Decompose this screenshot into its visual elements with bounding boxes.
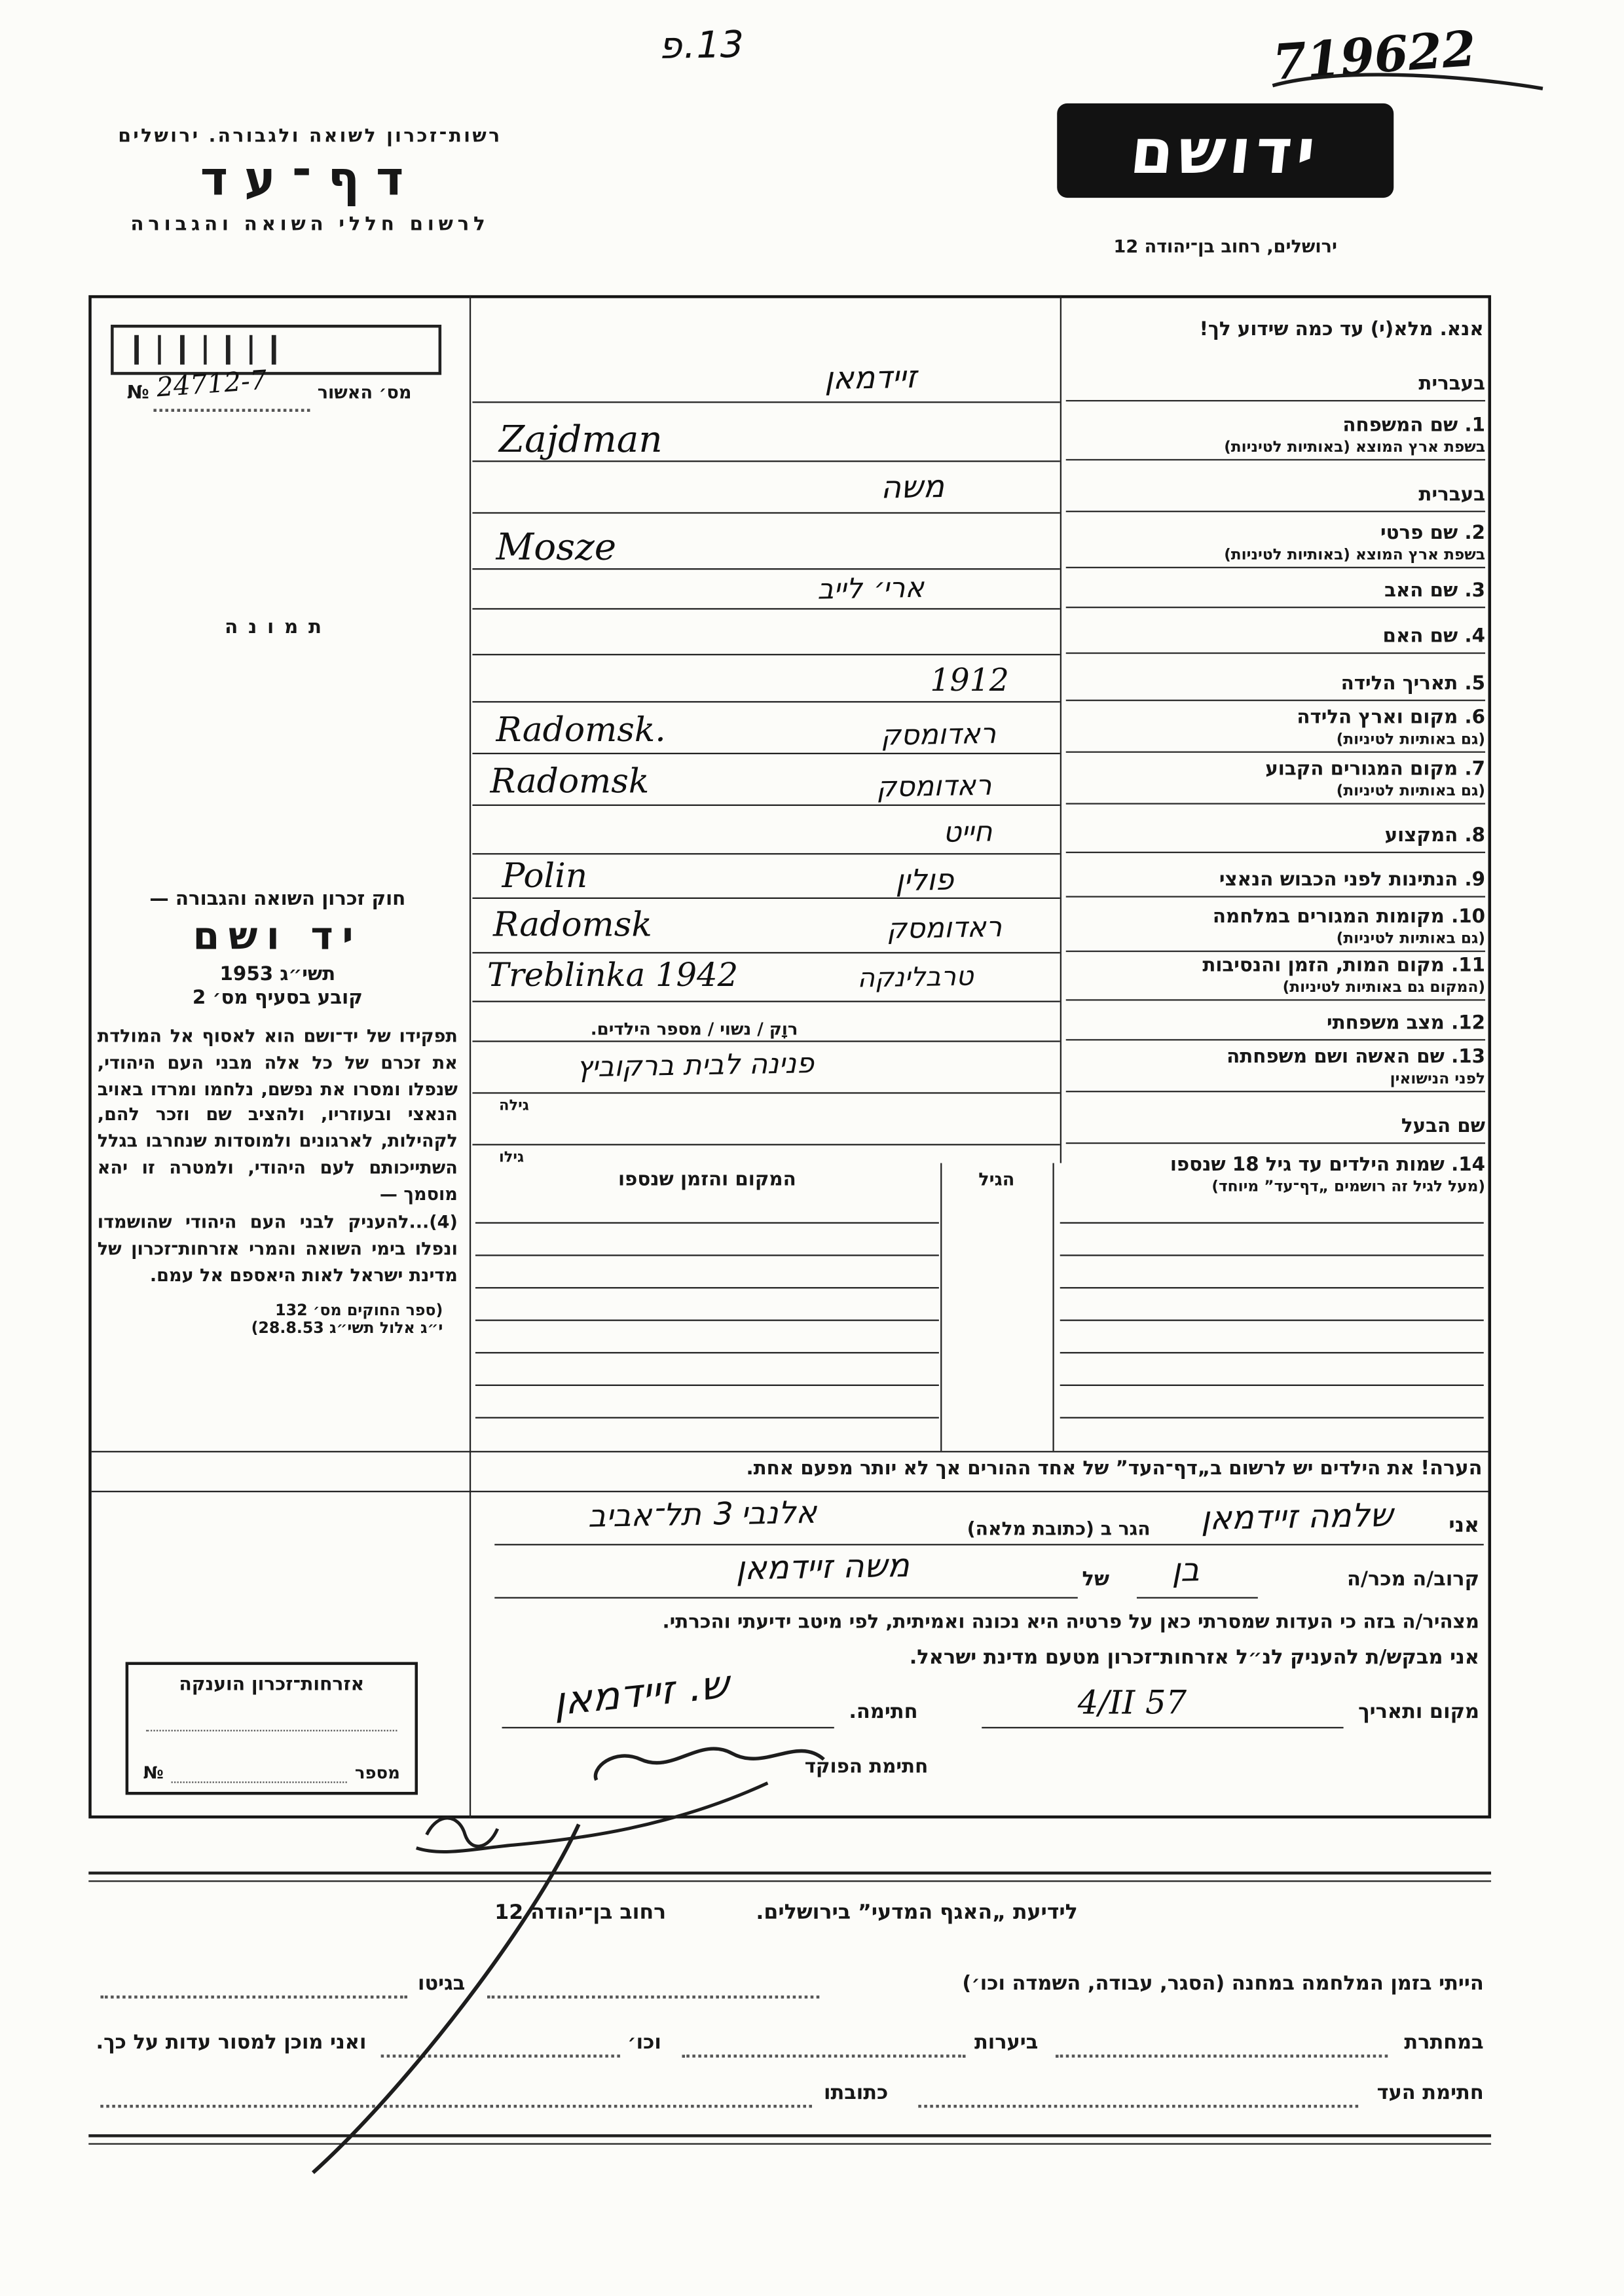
handwriting-birth-date: 1912 [930,663,1009,699]
tally-mark [249,335,253,365]
law-clause: קובע בסעיף מס׳ 2 [192,987,363,1010]
ruled-line [472,853,1060,854]
ruled-line [494,1544,1484,1545]
field-label-wife-name: 13. שם האשה ושם משפחתה לפני הנישואין [1066,1044,1485,1092]
tally-box [111,325,441,375]
children-age-column-header: הגיל [978,1169,1015,1190]
grant-no-symbol: № [143,1762,164,1783]
handwriting-wartime-residence-latin: Radomsk [493,906,652,945]
tally-mark [134,335,138,365]
ruled-line [472,512,1060,513]
ruled-line [1056,2054,1388,2058]
ruled-line [472,898,1060,899]
ruled-line [1060,1417,1484,1418]
ruled-line [1060,1320,1484,1321]
yad-vashem-logo [1057,103,1393,198]
address-label: הגר ב (כתובת מלאה) [967,1517,1151,1540]
footer-ghetto-label: בגיטו [418,1972,466,1996]
law-yad-vashem: יד ושם [193,915,363,960]
handwriting-family-name-latin: Zajdman [499,418,663,461]
fill-in-instruction: אנא. מלא(י) עד כמה שידוע לך! [1199,318,1484,341]
relation-label: קרוב/ה מכר/ה [1347,1567,1480,1592]
handwriting-witness-address: אלנבי 3 תל־אביב [586,1495,822,1535]
ruled-line [472,1001,1060,1002]
ruled-line [88,1872,1491,1875]
ruled-line [475,1385,939,1386]
footer-witness-signature-label: חתימת העד [1376,2081,1484,2105]
tally-mark [180,335,184,365]
sidebar-divider [470,295,471,1819]
children-section-label: 14. שמות הילדים עד גיל 18 שנספו (מעל לגיל זה רושמים „דף־עד” מיוחד) [1170,1154,1486,1195]
ruled-line [475,1254,939,1256]
header-block [94,124,525,236]
field-label-husband-name: שם הבעל [1066,1095,1485,1144]
header-address: ירושלים, רחוב בן־יהודה 12 [1113,236,1337,257]
handwriting-birth-place-hebrew: ראדומסק [879,718,1001,753]
ruled-line [88,1880,1491,1882]
footer-camp-label: הייתי בזמן המלחמה במחנה (הסגר, עבודה, השמדה וכו׳) [962,1972,1484,1996]
handwriting-family-name-hebrew: זיידמאן [822,359,923,397]
ruled-line [472,654,1060,655]
ruled-line [472,701,1060,702]
field-label-marital-status: 12. מצב משפחתי [1066,1004,1485,1040]
note-emphasis: הערה! [1420,1457,1483,1481]
tally-mark [203,335,207,365]
ruled-line [100,2105,812,2108]
logo-text: ידושם [1127,114,1323,187]
handwriting-date: 4/II 57 [1077,1685,1187,1723]
ruled-line [153,409,310,412]
ruled-line [475,1417,939,1418]
handwriting-approval-number: 24712-7 [155,365,268,404]
ruled-line [472,608,1060,610]
law-excerpt-block [98,888,458,1336]
field-label-father-name: 3. שם האב [1066,571,1485,608]
children-note: הערה! את הילדים יש לרשום ב„דף־העד” של אחד ההורים אך לא יותר מפעם אחת. [746,1457,1483,1481]
ruled-line [88,2143,1491,2145]
ruled-line [918,2105,1358,2108]
ruled-line [472,1040,1060,1042]
field-label-mother-name: 4. שם האם [1066,611,1485,653]
signature-label: חתימה. [849,1700,918,1724]
children-place-column-header: המקום והזמן שנספו [618,1169,796,1192]
ruled-line [682,2054,966,2058]
ruled-line [472,1092,1060,1093]
field-label-wartime-residence: 10. מקומות המגורים במלחמה (גם באותיות לטיניות) [1066,900,1485,952]
handwriting-witness-name: שלמה זיידמאן [1199,1498,1399,1539]
law-reference-1: (ספר החוקים מס׳ 132 [275,1301,443,1319]
handwriting-death-place-hebrew: טרבלינקה [856,961,978,994]
handwriting-nationality-hebrew: פולין [894,861,959,898]
handwriting-birth-place-latin: Radomsk. [496,711,666,750]
law-reference-2: י״ג אלול תשי״ג 28.8.53) [251,1319,443,1337]
handwriting-father-name: ארי׳ לייב [816,572,929,606]
ruled-line [1060,1385,1484,1386]
ruled-line [1060,1222,1484,1224]
ruled-line [472,952,1060,953]
wife-age-label: גילה [499,1098,529,1115]
footer-underground-label: במחתרת [1404,2031,1484,2055]
ruled-line [475,1222,939,1224]
footer-etc-label: וכו׳ [627,2031,661,2055]
place-date-label: מקום ותאריך [1358,1700,1480,1724]
field-label-residence: 7. מקום המגורים הקבוע (גם באותיות לטיניות) [1066,756,1485,804]
ruled-line [1060,1254,1484,1256]
children-table-divider [940,1163,942,1451]
handwriting-residence-latin: Radomsk [490,763,650,802]
handwriting-wife-name: פנינה לבית ברקוביץ [575,1047,819,1084]
ruled-line [502,1727,834,1728]
ruled-line [487,1995,819,1999]
field-label-hebrew-2: בעברית [1066,472,1485,512]
husband-age-label: גילו [499,1150,525,1167]
grant-box-title: אזרחות־זכרון הוענקה [179,1672,365,1695]
ruled-line [494,1597,1078,1598]
handwriting-residence-hebrew: ראדומסק [875,769,997,804]
ruled-line [475,1287,939,1288]
handwriting-victim-name: משה זיידמאן [734,1548,915,1588]
handwriting-witness-signature: ש. זיידמאן [553,1662,735,1726]
marital-status-options: רוָק / נשוי / מספר הילדים. [590,1018,798,1040]
children-table-divider [1052,1163,1054,1451]
field-label-place-of-death: 11. מקום המות, הזמן והנסיבות (המקום גם באותיות לטיניות) [1066,955,1485,1001]
ruled-line [92,1451,1488,1452]
footer-title-address: רחוב בן־יהודה 12 [494,1901,667,1925]
form-subtitle: לרשום חללי השואה והגבורה [130,213,490,236]
ruled-line [1137,1597,1258,1598]
declaration-i-label: אני [1449,1514,1480,1539]
ruled-line [146,1730,397,1731]
photo-placeholder-label: תמונה [225,617,332,640]
declaration-statement: מצהיר/ה בזה כי העדות שמסרתי כאן על פרטיה היא נכונה ואמיתית, לפי מיטב ידיעתי והכרתי. [662,1611,1480,1634]
ruled-line [1060,1352,1484,1353]
of-label: של [1082,1567,1110,1592]
field-label-profession: 8. המקצוע [1066,807,1485,853]
handwriting-relation: בן [1170,1552,1206,1590]
field-label-first-name: 2. שם פרטי בשפת ארץ המוצא (באותיות לטיניות) [1066,515,1485,568]
handwriting-profession: חייט [941,816,997,849]
ruled-line [92,1491,1488,1492]
footer-title: לידיעת „האגף המדעי” בירושלים. [756,1901,1078,1925]
tally-mark [226,335,230,365]
ruled-line [88,2134,1491,2138]
ruled-line [472,1144,1060,1145]
ruled-line [472,805,1060,806]
label-column-divider [1060,295,1061,1163]
field-label-birth-place: 6. מקום וארץ הלידה (גם באותיות לטיניות) [1066,704,1485,752]
handwriting-wartime-residence-hebrew: ראדומסק [885,911,1007,946]
ruled-line [472,568,1060,570]
ruled-line [171,1764,347,1783]
law-title-line: חוק זכרון השואה והגבורה — [149,888,406,911]
ruled-line [1060,1287,1484,1288]
field-label-nationality: 9. הנתינות לפני הכבוש הנאצי [1066,856,1485,898]
ruled-line [100,1995,407,1999]
handwritten-file-number: 719622 [1270,19,1478,92]
handwriting-death-place-latin: Treblinka 1942 [487,958,739,995]
ruled-line [472,460,1060,462]
handwritten-page-note: 13.פ [657,22,748,67]
ruled-line [472,753,1060,754]
authority-line: רשות־זכרון לשואה ולגבורה. ירושלים [118,124,502,147]
approval-number-label: מס׳ האשור [317,382,412,403]
ruled-line [381,2054,620,2058]
handwriting-first-name-hebrew: משה [879,469,950,505]
ruled-line [982,1727,1343,1728]
field-label-family-name: 1. שם המשפחה בשפת ארץ המוצא (באותיות לטיניות) [1066,405,1485,461]
ruled-line [475,1320,939,1321]
law-paragraph: תפקידו של יד־ושם הוא לאסוף אל המולדת את זכרם של כל אלה מבני העם היהודי, שנפלו ומסרו את נפשם, נלחמו ומרדו באויב הנאצי ובעוזריו, ולהציב שם וזכר להם, לקהילות, לארגונים ולמוסדות שנחרבו בגלל השתייכותם לעם היהודי, ולמטרה זו יהא מוסמך — [97,1025,458,1204]
citizenship-grant-box [126,1662,418,1795]
law-paragraph-2: (4)...להעניק לבני העם היהודי שהושמדו ונפלו בימי השואה והמרי אזרחות־זכרון של מדינת ישראל לאות היאספם אל עמם. [97,1212,458,1286]
citizenship-request: אני מבקש/ת להעניק לנ״ל אזרחות־זכרון מטעם מדינת ישראל. [909,1645,1480,1669]
ruled-line [472,401,1060,403]
grant-number-label: מספר [354,1762,400,1783]
handwriting-nationality-latin: Polin [502,857,588,896]
footer-forests-label: ביערות [974,2031,1039,2055]
ruled-line [475,1352,939,1353]
footer-ready-to-testify: ואני מוכן למסור עדות על כך. [96,2031,367,2055]
handwriting-first-name-latin: Mosze [496,525,617,568]
clerk-signature-label: חתימת הפוקד [804,1756,929,1779]
form-title: דף־עד [200,150,420,207]
law-year: תשי״ג 1953 [219,964,336,987]
approval-no-symbol: № [126,380,149,403]
footer-address-label: כתובתו [824,2081,889,2105]
field-label-birth-date: 5. תאריך הלידה [1066,657,1485,701]
field-label-hebrew-1: בעברית [1066,363,1485,402]
tally-mark [157,335,161,365]
tally-mark [272,335,276,365]
grant-box-number-row [143,1762,400,1783]
